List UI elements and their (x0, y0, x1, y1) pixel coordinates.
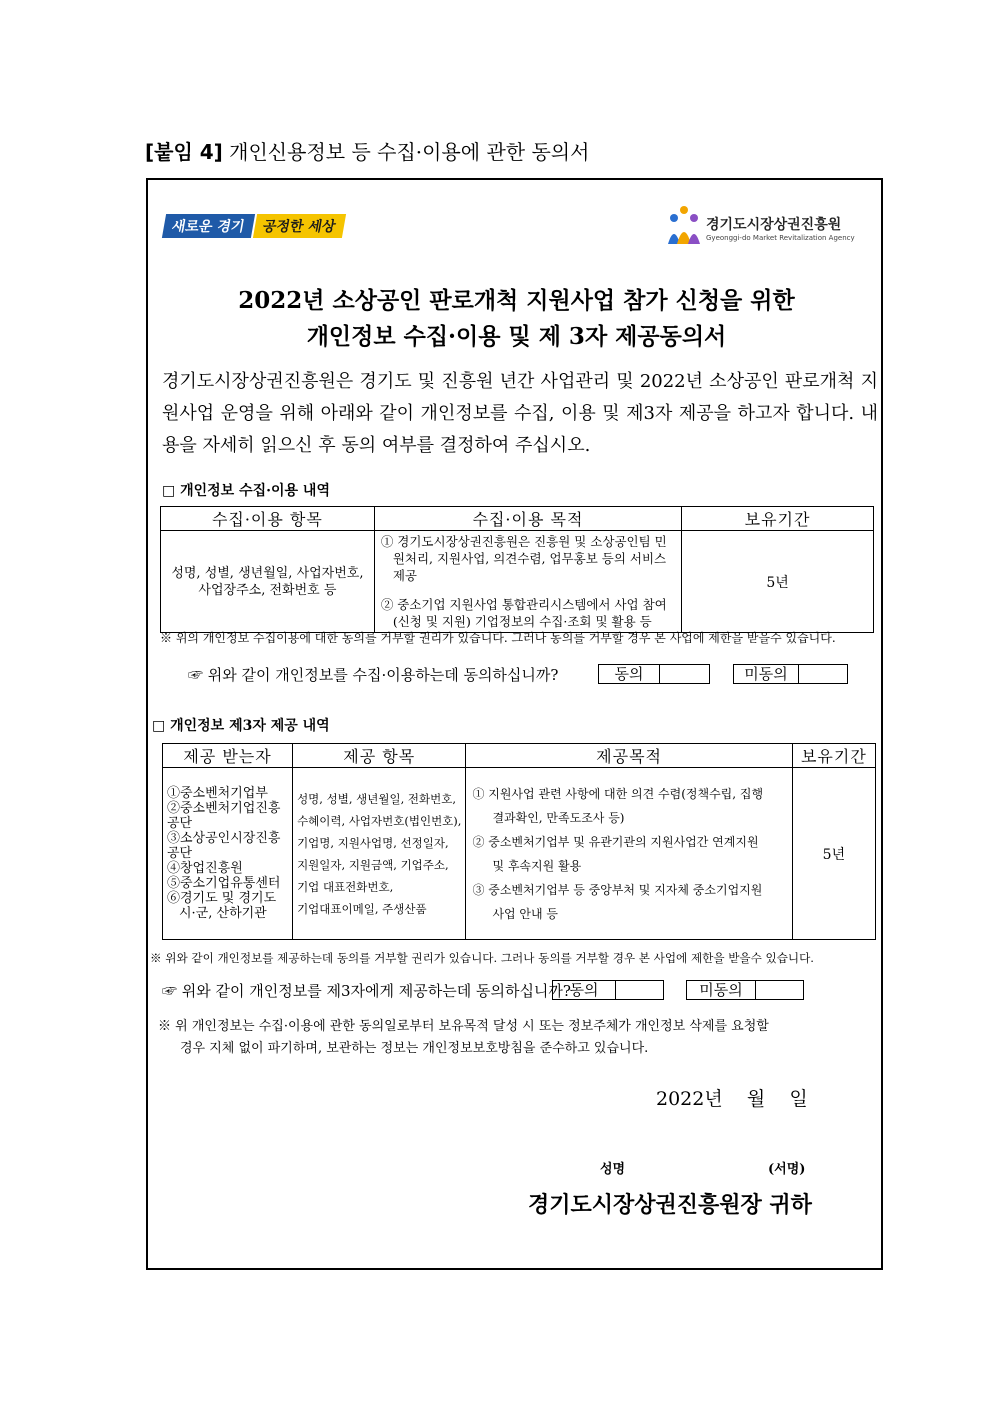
recipient-4: ④창업진흥원 (167, 861, 243, 876)
agency-logo-icon (666, 204, 702, 248)
provision-item-6: 기업대표이메일, 주생산품 (297, 901, 427, 916)
provision-purpose-1b: 결과확인, 만족도조사 등) (492, 810, 625, 825)
form-title-line1: 2022년 소상공인 판로개척 지원사업 참가 신청을 위한 (238, 287, 795, 314)
provision-purpose-2b: 및 후속지원 활용 (492, 858, 582, 873)
provision-agree-label: 동의 (553, 981, 616, 999)
provision-header-items: 제공 항목 (293, 744, 466, 768)
section1-heading: □ 개인정보 수집·이용 내역 (162, 483, 330, 499)
section2-heading: □ 개인정보 제3자 제공 내역 (152, 718, 330, 734)
retention-footnote-line2: 경우 지체 없이 파기하며, 보관하는 정보는 개인정보보호방침을 준수하고 있습니다. (180, 1041, 649, 1056)
provision-item-3: 기업명, 지원사업명, 선정일자, (297, 835, 449, 850)
signature-sign-label[interactable]: (서명) (768, 1162, 806, 1177)
collection-disagree-box[interactable] (733, 664, 848, 684)
recipient-2: ②중소벤처기업진흥공단 (167, 801, 281, 831)
provision-header-period: 보유기간 (792, 744, 875, 768)
collection-header-period: 보유기간 (682, 507, 874, 531)
collection-table (160, 506, 874, 633)
collection-purpose (374, 531, 681, 633)
intro-paragraph: 경기도시장상권진흥원은 경기도 및 진흥원 년간 사업관리 및 2022년 소상공인 판로개척 지원사업 운영을 위해 아래와 같이 개인정보를 수집, 이용 및 제3자 제공을 하고자 합니다. 내용을 자세히 읽으신 후 동의 여부를 결정하여 주십시오. (162, 371, 878, 456)
collection-header-purpose: 수집·이용 목적 (374, 507, 681, 531)
signing-date: 2022년 월 일 (656, 1088, 808, 1110)
provision-purpose-3b: 사업 안내 등 (492, 906, 559, 921)
provision-agree-box[interactable] (552, 980, 664, 1000)
provision-item-5: 기업 대표전화번호, (297, 879, 394, 894)
collection-items: 성명, 성별, 생년월일, 사업자번호, 사업장주소, 전화번호 등 (161, 531, 375, 633)
provision-item-1: 성명, 성별, 생년월일, 전화번호, (297, 791, 456, 806)
provision-item-4: 지원일자, 지원금액, 기업주소, (297, 857, 449, 872)
agency-logo (666, 204, 866, 252)
attachment-label: [붙임 4] (145, 140, 223, 164)
provision-disagree-box[interactable] (686, 980, 804, 1000)
provision-items (293, 768, 466, 940)
retention-footnote-line1: ※ 위 개인정보는 수집·이용에 관한 동의일로부터 보유목적 달성 시 또는 정보주체가 개인정보 삭제를 요청할 (158, 1019, 769, 1034)
attachment-text: 개인신용정보 등 수집·이용에 관한 동의서 (229, 140, 590, 164)
retention-footnote (158, 1016, 769, 1060)
provision-table (162, 743, 876, 940)
signature-name-label: 성명 (600, 1162, 626, 1177)
collection-purpose-2: ② 중소기업 지원사업 통합관리시스템에서 사업 참여(신청 및 지원) 기업정보의 수집·조회 및 활용 등 (380, 597, 667, 629)
provision-header-purpose: 제공목적 (466, 744, 792, 768)
provision-question: ☞ 위와 같이 개인정보를 제3자에게 제공하는데 동의하십니까? (162, 982, 571, 1000)
agency-logo-name: 경기도시장상권진흥원 (706, 217, 842, 233)
provision-recipients (163, 768, 293, 940)
collection-period: 5년 (682, 531, 874, 633)
recipient-6: ⑥경기도 및 경기도 (167, 891, 277, 906)
provision-purposes (466, 768, 792, 940)
collection-agree-label: 동의 (599, 665, 660, 683)
agency-logo-subtitle: Gyeonggi-do Market Revitalization Agency (706, 234, 855, 242)
collection-note: ※ 위의 개인정보 수집이용에 대한 동의를 거부할 권리가 있습니다. 그러나 동의를 거부할 경우 본 사업에 제한을 받을수 있습니다. (160, 631, 836, 645)
addressee: 경기도시장상권진흥원장 귀하 (528, 1192, 812, 1218)
collection-agree-box[interactable] (598, 664, 710, 684)
provision-note: ※ 위와 같이 개인정보를 제공하는데 동의를 거부할 권리가 있습니다. 그러나 동의를 거부할 경우 본 사업에 제한을 받을수 있습니다. (150, 951, 814, 965)
consent-form (146, 178, 883, 1270)
slogan (164, 214, 343, 238)
provision-item-2: 수혜이력, 사업자번호(법인번호), (297, 813, 462, 828)
attachment-title (145, 136, 589, 165)
form-title-line2: 개인정보 수집·이용 및 제 3자 제공동의서 (306, 323, 727, 350)
recipient-3: ③소상공인시장진흥공단 (167, 831, 281, 861)
provision-purpose-2: ② 중소벤처기업부 및 유관기관의 지원사업간 연계지원 (472, 834, 759, 849)
provision-period: 5년 (792, 768, 875, 940)
collection-disagree-label: 미동의 (734, 665, 799, 683)
collection-header-items: 수집·이용 항목 (161, 507, 375, 531)
provision-purpose-3: ③ 중소벤처기업부 등 중앙부처 및 지자체 중소기업지원 (472, 882, 763, 897)
recipient-5: ⑤중소기업유통센터 (167, 876, 281, 891)
recipient-7: 시·군, 산하기관 (179, 906, 267, 921)
recipient-1: ①중소벤처기업부 (167, 786, 268, 801)
slogan-part1: 새로운 경기 (162, 214, 255, 238)
collection-question: ☞ 위와 같이 개인정보를 수집·이용하는데 동의하십니까? (188, 666, 559, 684)
provision-purpose-1: ① 지원사업 관련 사항에 대한 의견 수렴(정책수립, 집행 (472, 786, 764, 801)
provision-header-recipient: 제공 받는자 (163, 744, 293, 768)
slogan-part2: 공정한 세상 (252, 214, 345, 238)
provision-disagree-label: 미동의 (687, 981, 756, 999)
collection-purpose-1: ① 경기도시장상권진흥원은 진흥원 및 소상공인팀 민원처리, 지원사업, 의견수렴, 업무홍보 등의 서비스 제공 (380, 534, 667, 583)
